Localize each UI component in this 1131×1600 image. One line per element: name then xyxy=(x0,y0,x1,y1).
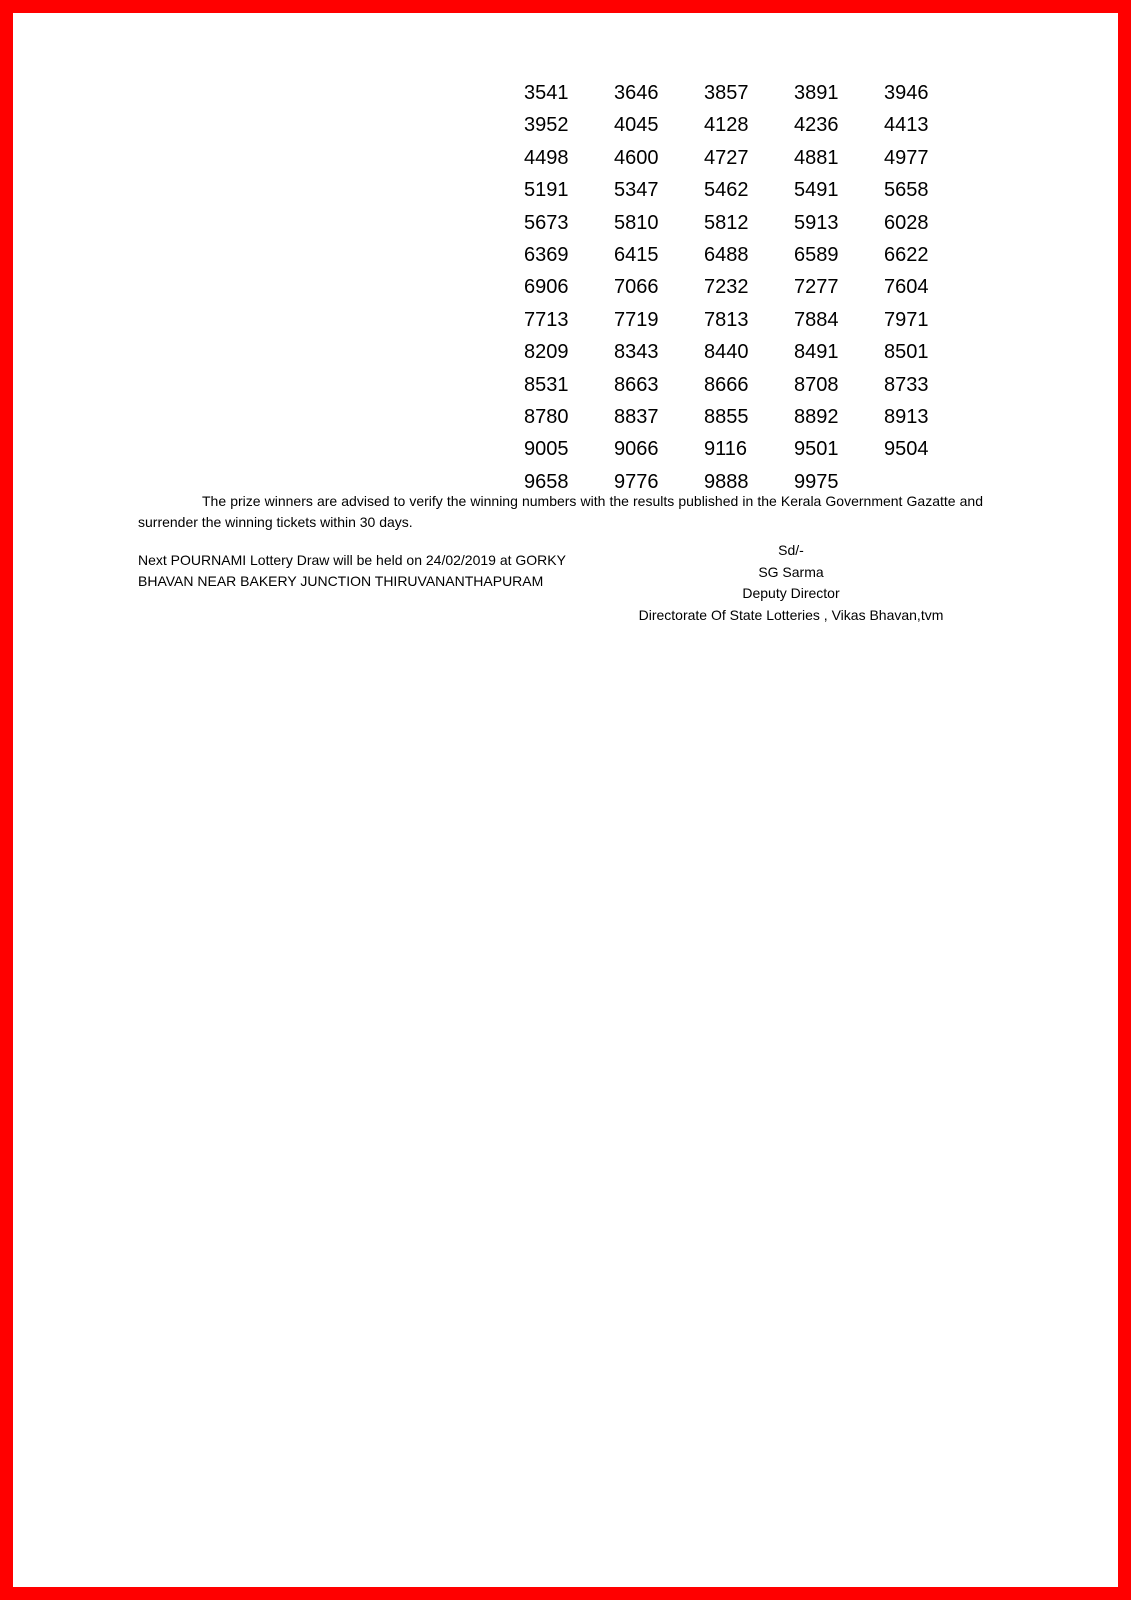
winning-number: 9888 xyxy=(704,470,749,493)
winning-number: 9501 xyxy=(794,438,839,461)
winning-number: 6028 xyxy=(884,211,929,234)
winning-number: 6589 xyxy=(794,243,839,266)
winning-number: 4413 xyxy=(884,114,929,137)
signatory-office: Directorate Of State Lotteries , Vikas Bhavan,tvm xyxy=(638,606,944,623)
winning-number: 5347 xyxy=(614,179,659,202)
winning-number: 6415 xyxy=(614,243,659,266)
winning-number: 4128 xyxy=(704,114,749,137)
winning-number: 8531 xyxy=(524,373,569,396)
winning-number: 7277 xyxy=(794,276,839,299)
winning-number: 5491 xyxy=(794,179,839,202)
winning-number: 3646 xyxy=(614,82,659,104)
winning-number: 8855 xyxy=(704,405,749,428)
winning-number: 3541 xyxy=(524,82,569,104)
winning-number: 7719 xyxy=(614,308,659,331)
winning-number: 5658 xyxy=(884,179,929,202)
winning-number: 8708 xyxy=(794,373,839,396)
winning-number: 9005 xyxy=(524,438,569,461)
winning-number: 8343 xyxy=(614,341,659,364)
signature-block xyxy=(621,540,961,626)
winning-number: 9116 xyxy=(704,438,748,461)
winning-numbers-grid xyxy=(524,77,974,498)
winning-number: 5673 xyxy=(524,211,569,234)
winning-number: 6488 xyxy=(704,243,749,266)
winning-number: 8733 xyxy=(884,373,929,396)
winning-number: 8892 xyxy=(794,405,839,428)
winning-number: 9066 xyxy=(614,438,659,461)
winning-number: 4727 xyxy=(704,146,749,169)
winning-number: 7232 xyxy=(704,276,749,299)
winning-number: 5191 xyxy=(524,179,569,202)
winning-number: 7971 xyxy=(884,308,929,331)
winning-number: 6906 xyxy=(524,276,569,299)
winning-number: 9975 xyxy=(794,470,839,493)
winning-number: 4977 xyxy=(884,146,929,169)
winning-number: 7713 xyxy=(524,308,569,331)
winning-number: 8209 xyxy=(524,341,569,364)
winning-number: 8780 xyxy=(524,405,569,428)
signature-sd: Sd/- xyxy=(778,542,804,558)
winning-number: 8663 xyxy=(614,373,659,396)
winning-number: 4045 xyxy=(614,114,659,137)
winning-number: 4498 xyxy=(524,146,569,169)
winning-number: 5462 xyxy=(704,179,749,202)
winning-number: 9504 xyxy=(884,438,929,461)
winning-number: 8440 xyxy=(704,341,749,364)
winning-number: 8501 xyxy=(884,341,929,364)
signatory-name: SG Sarma xyxy=(758,563,824,580)
winning-number: 3952 xyxy=(524,114,569,137)
winning-number: 7813 xyxy=(704,308,749,331)
winning-number: 6622 xyxy=(884,243,929,266)
next-draw-text: Next POURNAMI Lottery Draw will be held on 24/02/2019 at GORKY BHAVAN NEAR BAKERY JUNCTION THIRUVANANTHAPURAM xyxy=(138,552,566,589)
winning-number: 4236 xyxy=(794,114,839,137)
winning-number: 4600 xyxy=(614,146,659,169)
winning-number: 4881 xyxy=(794,146,839,169)
winning-number: 8837 xyxy=(614,405,659,428)
winning-number: 8913 xyxy=(884,405,929,428)
prize-advice-text: The prize winners are advised to verify the winning numbers with the results published in the Kerala Government Gazatte and surrender the winning tickets within 30 days. xyxy=(138,493,983,530)
winning-number: 9658 xyxy=(524,470,569,493)
winning-number: 8491 xyxy=(794,341,839,364)
winning-number: 3946 xyxy=(884,82,929,104)
winning-number: 9776 xyxy=(614,470,659,493)
winning-number: 6369 xyxy=(524,243,569,266)
winning-number: 3857 xyxy=(704,82,749,104)
winning-number: 3891 xyxy=(794,82,839,104)
signatory-designation: Deputy Director xyxy=(742,585,840,601)
winning-number: 5913 xyxy=(794,211,839,234)
winning-number: 5812 xyxy=(704,211,749,234)
result-page xyxy=(13,13,1118,1587)
winning-number: 7604 xyxy=(884,276,929,299)
winning-number: 7066 xyxy=(614,276,659,299)
winning-number: 7884 xyxy=(794,308,839,331)
winning-number: 5810 xyxy=(614,211,659,234)
winning-number: 8666 xyxy=(704,373,749,396)
